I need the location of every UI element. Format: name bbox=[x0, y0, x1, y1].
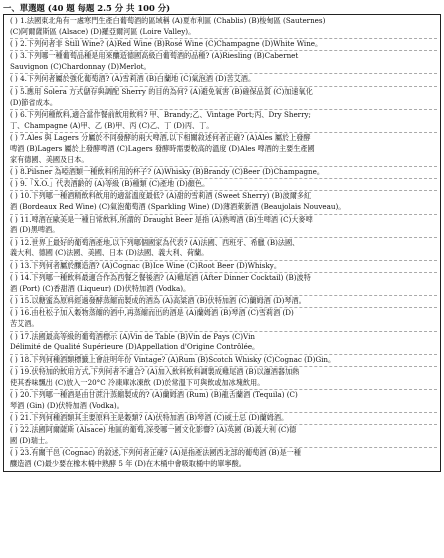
question-item bbox=[10, 51, 437, 74]
question-line: 義大利、德國 (C)法國、美國、日本 (D)法國、義大利、荷蘭。 bbox=[10, 248, 209, 258]
question-item bbox=[10, 179, 437, 191]
question-item bbox=[10, 367, 437, 390]
question-line: 丁、Champagne (A)甲、乙 (B)甲、丙 (C)乙、丁 (D)丙、丁。 bbox=[10, 120, 214, 130]
question-line: (C)阿爾薩斯區 (Alsace) (D)羅亞爾河區 (Loire Valley)。 bbox=[10, 26, 196, 36]
question-line: 家有德國、美國及日本。 bbox=[10, 154, 89, 164]
question-line: ( ) 15.以糖蜜為原料經過發酵蒸餾而製成的酒為 (A)高粱酒 (B)伏特加酒 (C)蘭姆酒 (D)琴酒。 bbox=[10, 296, 306, 306]
question-line: ( ) 23.有關干邑 (Cognac) 的敘述,下列何者正確? (A)是指產法國西北部的葡萄酒 (B)是一種 bbox=[10, 448, 301, 458]
question-line: ( ) 5.應用 Solera 方式儲存與調配 Sherry 的目的為何? (A)避免氧害 (B)確保品質 (C)加速氧化 bbox=[10, 86, 313, 96]
question-line: 國 (D)瑞士。 bbox=[10, 436, 53, 446]
question-item bbox=[10, 390, 437, 413]
question-line: ( ) 1.法國東北角有一處寒門生產白葡萄酒的區域稱 (A)夏布利區 (Chablis) (B)梭甸區 (Sauternes) bbox=[10, 16, 326, 25]
question-item bbox=[10, 448, 437, 470]
question-item bbox=[10, 74, 437, 86]
question-item bbox=[10, 355, 437, 367]
question-line: ( ) 17.法國最高等級的葡萄酒標示 (A)Vin de Table (B)Vin de Pays (C)Vin bbox=[10, 331, 255, 341]
question-line: ( ) 22.法國阿爾薩斯 (Alsace) 地區的葡萄,深受哪一國文化影響? (A)英國 (B)義大利 (C)德 bbox=[10, 425, 297, 435]
question-item bbox=[10, 273, 437, 296]
question-line: Sauvignon (C)Chardonnay (D)Merlot。 bbox=[10, 62, 151, 72]
section-header: 一、單選題 (40 題 每題 2.5 分 共 100 分) bbox=[3, 3, 171, 13]
question-line: ( ) 7.Ales 與 Lagers 分屬於不同發酵的兩大啤酒,以下相關敘述何者正確? (A)Ales 屬於上發酵 bbox=[10, 132, 311, 142]
question-line: 酒 (D)黑啤酒。 bbox=[10, 225, 60, 235]
question-item bbox=[10, 296, 437, 308]
question-line: ( ) 10.下列哪一種酒精飲料飲用的適當溫度最低? (A)甜的雪莉酒 (Sweet Sherry) (B)波爾多紅 bbox=[10, 191, 312, 201]
question-item bbox=[10, 332, 437, 355]
question-item bbox=[10, 167, 437, 179]
question-item bbox=[10, 87, 437, 110]
question-item bbox=[10, 261, 437, 273]
question-line: ( ) 21.下列何種酒類其主要原料主是穀類? (A)伏特加酒 (B)琴酒 (C)威士忌 (D)蘭姆酒。 bbox=[10, 413, 289, 423]
question-line: ( ) 18.下列何種酒類標籤上會註明年份 Vintage? (A)Rum (B)Scotch Whisky (C)Cognac (D)Gin。 bbox=[10, 354, 336, 364]
question-line: ( ) 16.由杜松子加入穀物蒸餾的酒中,再蒸餾而出的酒是 (A)蘭姆酒 (B)琴酒 (C)雪莉酒 (D) bbox=[10, 308, 294, 318]
question-line: ( ) 9.「X.O.」代表酒齡的 (A)等級 (B)種類 (C)產地 (D)顏色。 bbox=[10, 179, 210, 189]
question-line: 酒 (Bordeaux Red Wine) (C)氣泡葡萄酒 (Sparkling Wine) (D)薄酒萊新酒 (Beaujolais Nouveau)。 bbox=[10, 202, 346, 212]
question-line: 琴酒 (Gin) (D)伏特加酒 (Vodka)。 bbox=[10, 400, 124, 410]
question-line: ( ) 11.啤酒在歐美是一種日常飲料,所謂的 Draught Beer 是指 (A)熟啤酒 (B)生啤酒 (C)大麥啤 bbox=[10, 214, 313, 224]
question-line: ( ) 13.下列何者屬於釀造酒? (A)Cognac (B)Ice Wine (C)Root Beer (D)Whisky。 bbox=[10, 260, 281, 270]
question-item bbox=[10, 425, 437, 448]
question-item bbox=[10, 238, 437, 261]
question-line: ( ) 3.下列哪一種葡萄品種是用來釀造德國高級白葡萄酒的品種? (A)Riesling (B)Cabernet bbox=[10, 51, 299, 61]
question-line: ( ) 20.下列哪一種酒是由甘蔗汁蒸餾製成的? (A)蘭姆酒 (Rum) (B)龍舌蘭酒 (Tequila) (C) bbox=[10, 390, 298, 399]
question-item bbox=[10, 133, 437, 167]
question-line: ( ) 2.下列何者非 Still Wine? (A)Red Wine (B)Rosé Wine (C)Champagne (D)White Wine。 bbox=[10, 39, 323, 49]
question-item bbox=[10, 215, 437, 238]
question-item bbox=[10, 413, 437, 425]
question-line: ( ) 4.下列何者屬於強化葡萄酒? (A)雪莉酒 (B)白蘭地 (C)氣泡酒 (D)苦艾酒。 bbox=[10, 74, 256, 84]
question-line: ( ) 6.下列何種飲料,適合當作餐前飲用飲料? 甲、Brandy;乙、Vintage Port;丙、Dry Sherry; bbox=[10, 109, 311, 119]
question-line: 苦艾酒。 bbox=[10, 319, 39, 329]
question-line: 使其香味飄出 (C)放入一20°C 冷凍庫冰凍飲 (D)於常溫下可與飲或加冰塊飲用。 bbox=[10, 377, 265, 387]
question-line: 釀造酒 (C)最少要在橡木桶中熟酵 5 年 (D)在木桶中會吸取桶中的單寧酸。 bbox=[10, 459, 246, 469]
question-list bbox=[3, 14, 441, 472]
question-line: ( ) 14.下列哪一種飲料最適合作為西餐之餐後酒? (A)雞尾酒 (After Dinner Cocktail) (B)波特 bbox=[10, 273, 311, 283]
question-line: 啤酒 (B)Lagers 屬於上發酵啤酒 (C)Lagers 發酵時需要較高的溫度 (D)Ales 啤酒的主要生產國 bbox=[10, 143, 315, 153]
question-line: Délimité de Qualité Supérieure (D)Appellation d'Origine Contrôlée。 bbox=[10, 342, 260, 352]
question-line: ( ) 19.伏特加的飲用方式,下列何者不適合? (A)加入飲料飲料調製成雞尾酒 (B)以濾酒器加熱 bbox=[10, 366, 300, 376]
question-line: (D)節省成本。 bbox=[10, 97, 57, 107]
question-item bbox=[10, 308, 437, 331]
question-item bbox=[10, 16, 437, 39]
question-line: ( ) 12.世界上最好的葡萄酒產地,以下列哪個國家為代表? (A)法國、西班牙、希臘 (B)法國、 bbox=[10, 237, 300, 247]
question-item bbox=[10, 191, 437, 214]
question-item bbox=[10, 110, 437, 133]
question-item bbox=[10, 39, 437, 51]
question-line: ( ) 8.Pilsner 為啞酒類一種飲料所用的杯子? (A)Whisky (B)Brandy (C)Beer (D)Champagne。 bbox=[10, 166, 325, 176]
question-line: 酒 (Port) (C)香甜酒 (Liqueur) (D)伏特加酒 (Vodka)。 bbox=[10, 283, 191, 293]
